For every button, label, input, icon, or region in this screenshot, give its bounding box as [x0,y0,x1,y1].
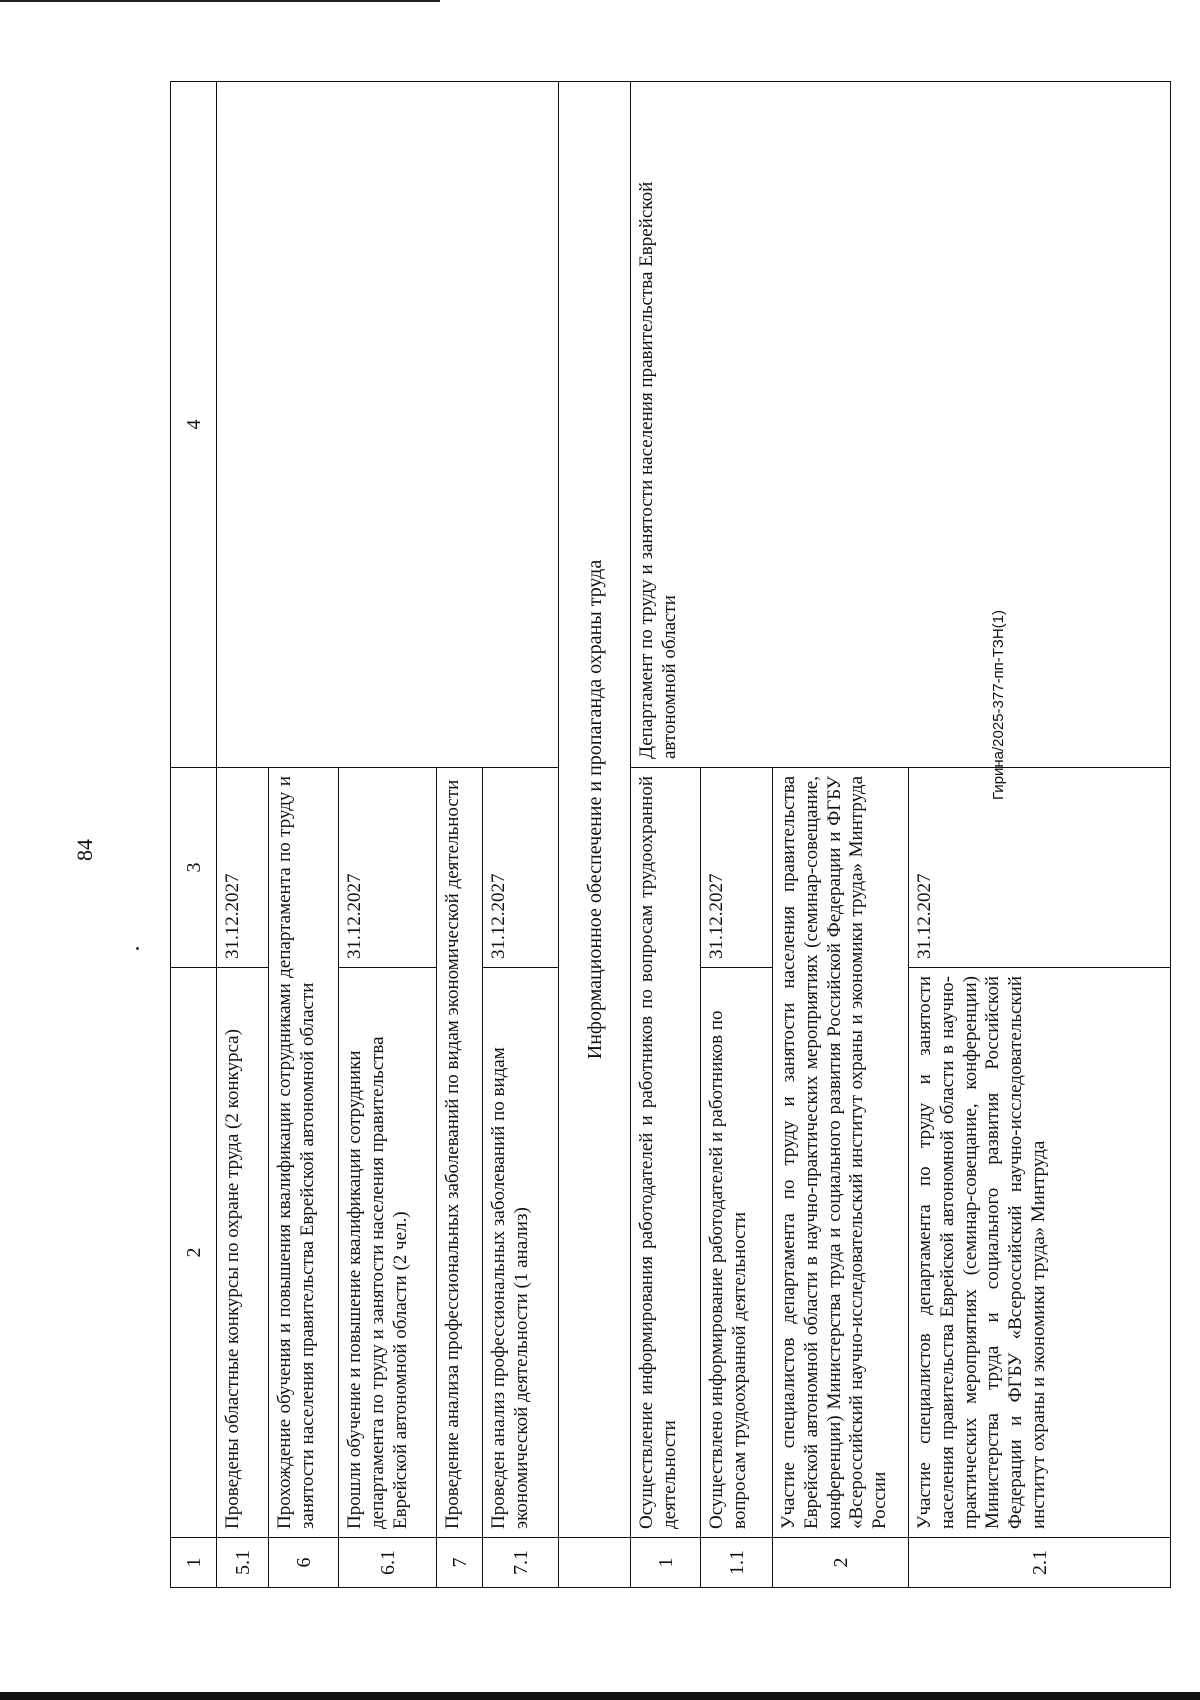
header-col-1: 1 [171,1538,217,1588]
row-responsible-empty [217,82,559,768]
row-date: 31.12.2027 [217,768,269,968]
row-number: 5.1 [217,1538,269,1588]
row-text: Прохождение обучения и повышения квалификации сотрудниками департамента по труду и занятости населения правительства Еврейской автономной области [269,768,339,1538]
row-number: 6 [269,1538,339,1588]
row-text: Прошли обучение и повышение квалификации сотрудники департамента по труду и занятости населения правительства Еврейской автономной области (2 чел.) [339,968,437,1538]
page-number: 84 [72,839,97,861]
rotated-page-content [170,82,1171,1588]
row-date: 31.12.2027 [483,768,559,968]
row-date: 31.12.2027 [701,768,773,968]
row-text: Участие специалистов департамента по труду и занятости населения правительства Еврейской автономной области в научно-практических мероприятиях (семинар-совещание, конференции) Министерства труда и социального развития Российской Федерации и ФГБУ «Всероссийский научно-исследовательский институт охраны и экономики труда» Минтруда России [773,768,909,1538]
table-row [631,82,701,1588]
section-heading: Информационное обеспечение и пропаганда охраны труда [559,82,631,1538]
table-header-row [171,82,217,1588]
row-date: 31.12.2027 [339,768,437,968]
table-row [217,82,269,1588]
row-number: 1.1 [701,1538,773,1588]
scan-bottom-edge [0,1692,1200,1700]
scan-top-line [0,0,440,2]
document-footer-code: Гирина/2025-377-пп-ТЗН(1) [990,609,1007,800]
row-number: 1 [631,1538,701,1588]
row-number: 6.1 [339,1538,437,1588]
plan-table [170,81,1171,1588]
row-number: 7 [437,1538,483,1588]
row-text: Осуществление информирования работодателей и работников по вопросам трудоохранной деятельности [631,768,701,1538]
section-number-empty [559,1538,631,1588]
scan-speck [136,947,139,950]
header-col-2: 2 [171,968,217,1538]
row-text: Участие специалистов департамента по труду и занятости населения правительства Еврейской автономной области в научно-практических мероприятиях (семинар-совещание, конференции) Министерства труда и социального развития Российской Федерации и ФГБУ «Всероссийский научно-исследовательский институт охраны и экономики труда» Минтруда [909,968,1171,1538]
row-text: Проведение анализа профессиональных заболеваний по видам экономической деятельности [437,768,483,1538]
row-number: 7.1 [483,1538,559,1588]
header-col-4: 4 [171,82,217,768]
row-text: Осуществлено информирование работодателей и работников по вопросам трудоохранной деятельности [701,968,773,1538]
row-number: 2 [773,1538,909,1588]
row-responsible: Департамент по труду и занятости населения правительства Еврейской автономной области [631,82,1171,768]
section-row [559,82,631,1588]
header-col-3: 3 [171,768,217,968]
row-number: 2.1 [909,1538,1171,1588]
row-text: Проведен анализ профессиональных заболеваний по видам экономической деятельности (1 анализ) [483,968,559,1538]
row-text: Проведены областные конкурсы по охране труда (2 конкурса) [217,968,269,1538]
row-date: 31.12.2027 [909,768,1171,968]
